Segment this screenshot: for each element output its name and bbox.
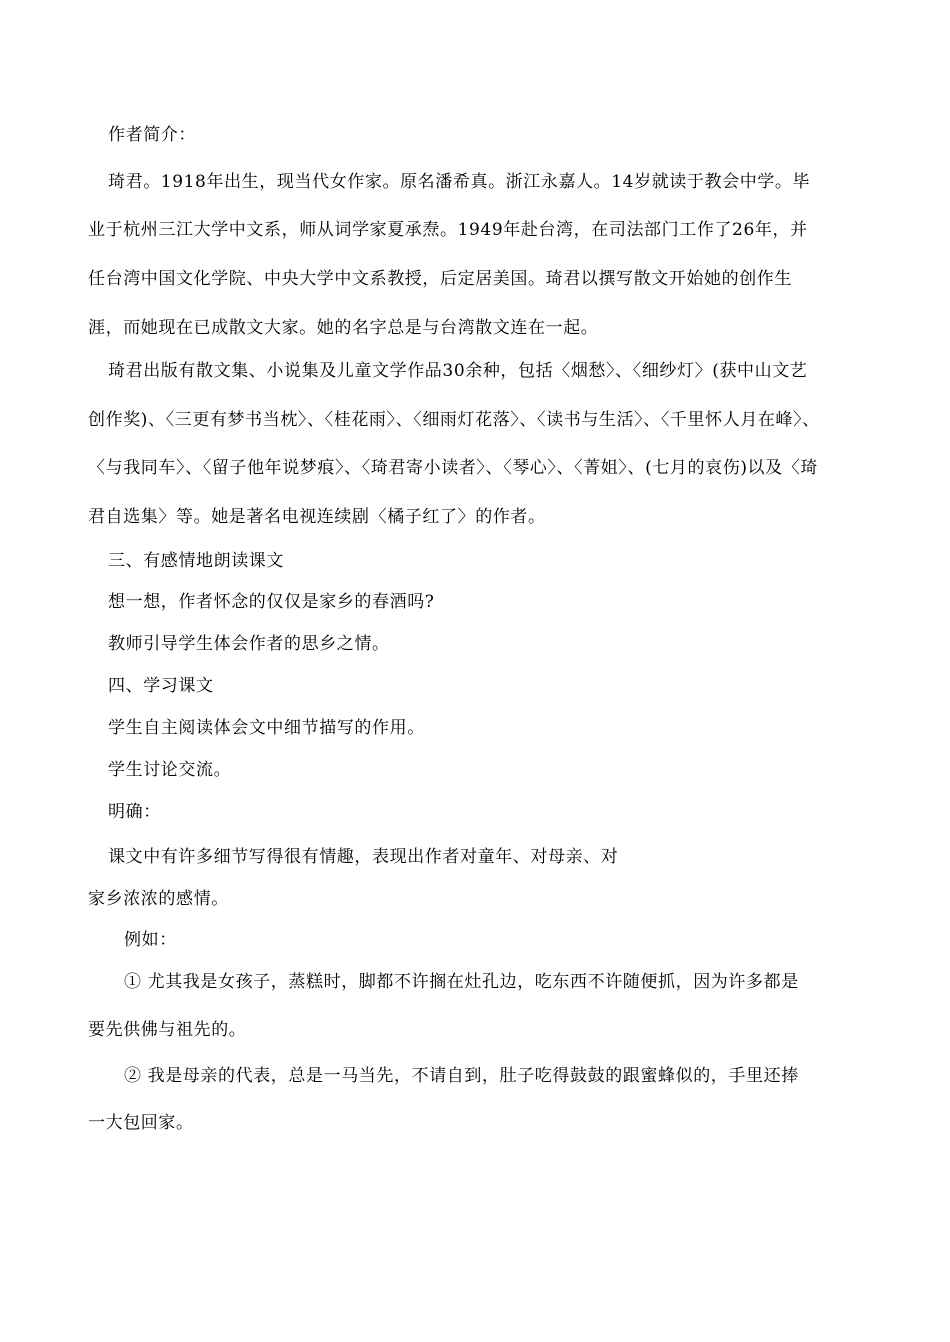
example-1-line: ① 尤其我是女孩子，蒸糕时，脚都不许搁在灶孔边，吃东西不许随便抓，因为许多都是: [124, 972, 799, 992]
works-line: 〈与我同车〉、〈留子他年说梦痕〉、〈琦君寄小读者〉、〈琴心〉、〈菁姐〉、(七月的哀伤)以及〈琦: [88, 458, 818, 478]
works-line: 君自选集〉等。她是著名电视连续剧〈橘子红了〉的作者。: [88, 507, 546, 527]
example-2-line: 一大包回家。: [88, 1113, 194, 1133]
example-2-line: ② 我是母亲的代表，总是一马当先，不请自到，肚子吃得鼓鼓的跟蜜蜂似的，手里还捧: [124, 1066, 799, 1086]
author-intro-heading: 作者简介：: [108, 125, 196, 145]
author-bio-line: 琦君。1918年出生，现当代女作家。原名潘希真。浙江永嘉人。14岁就读于教会中学。毕: [108, 172, 811, 192]
example-label: 例如：: [124, 930, 177, 950]
author-bio-line: 涯，而她现在已成散文大家。她的名字总是与台湾散文连在一起。: [88, 318, 599, 338]
question-line: 想一想，作者怀念的仅仅是家乡的春酒吗?: [108, 592, 435, 612]
clarify-label: 明确：: [108, 802, 161, 822]
student-discussion-line: 学生讨论交流。: [108, 760, 232, 780]
teacher-guide-line: 教师引导学生体会作者的思乡之情。: [108, 634, 390, 654]
clarify-text-line: 家乡浓浓的感情。: [88, 889, 229, 909]
works-line: 创作奖)、〈三更有梦书当枕〉、〈桂花雨〉、〈细雨灯花落〉、〈读书与生活〉、〈千里怀人月在峰〉、: [88, 410, 820, 430]
author-bio-line: 任台湾中国文化学院、中央大学中文系教授，后定居美国。琦君以撰写散文开始她的创作生: [88, 269, 792, 289]
works-line: 琦君出版有散文集、小说集及儿童文学作品30余种，包括〈烟愁〉、〈细纱灯〉(获中山文艺: [108, 361, 808, 381]
author-bio-line: 业于杭州三江大学中文系，师从词学家夏承焘。1949年赴台湾，在司法部门工作了26年，并: [88, 220, 808, 240]
student-reading-line: 学生自主阅读体会文中细节描写的作用。: [108, 718, 425, 738]
clarify-text-line: 课文中有许多细节写得很有情趣，表现出作者对童年、对母亲、对: [108, 847, 619, 867]
section-heading-reading: 三、有感情地朗读课文: [108, 551, 284, 571]
example-1-line: 要先供佛与祖先的。: [88, 1020, 247, 1040]
section-heading-study: 四、学习课文: [108, 676, 214, 696]
